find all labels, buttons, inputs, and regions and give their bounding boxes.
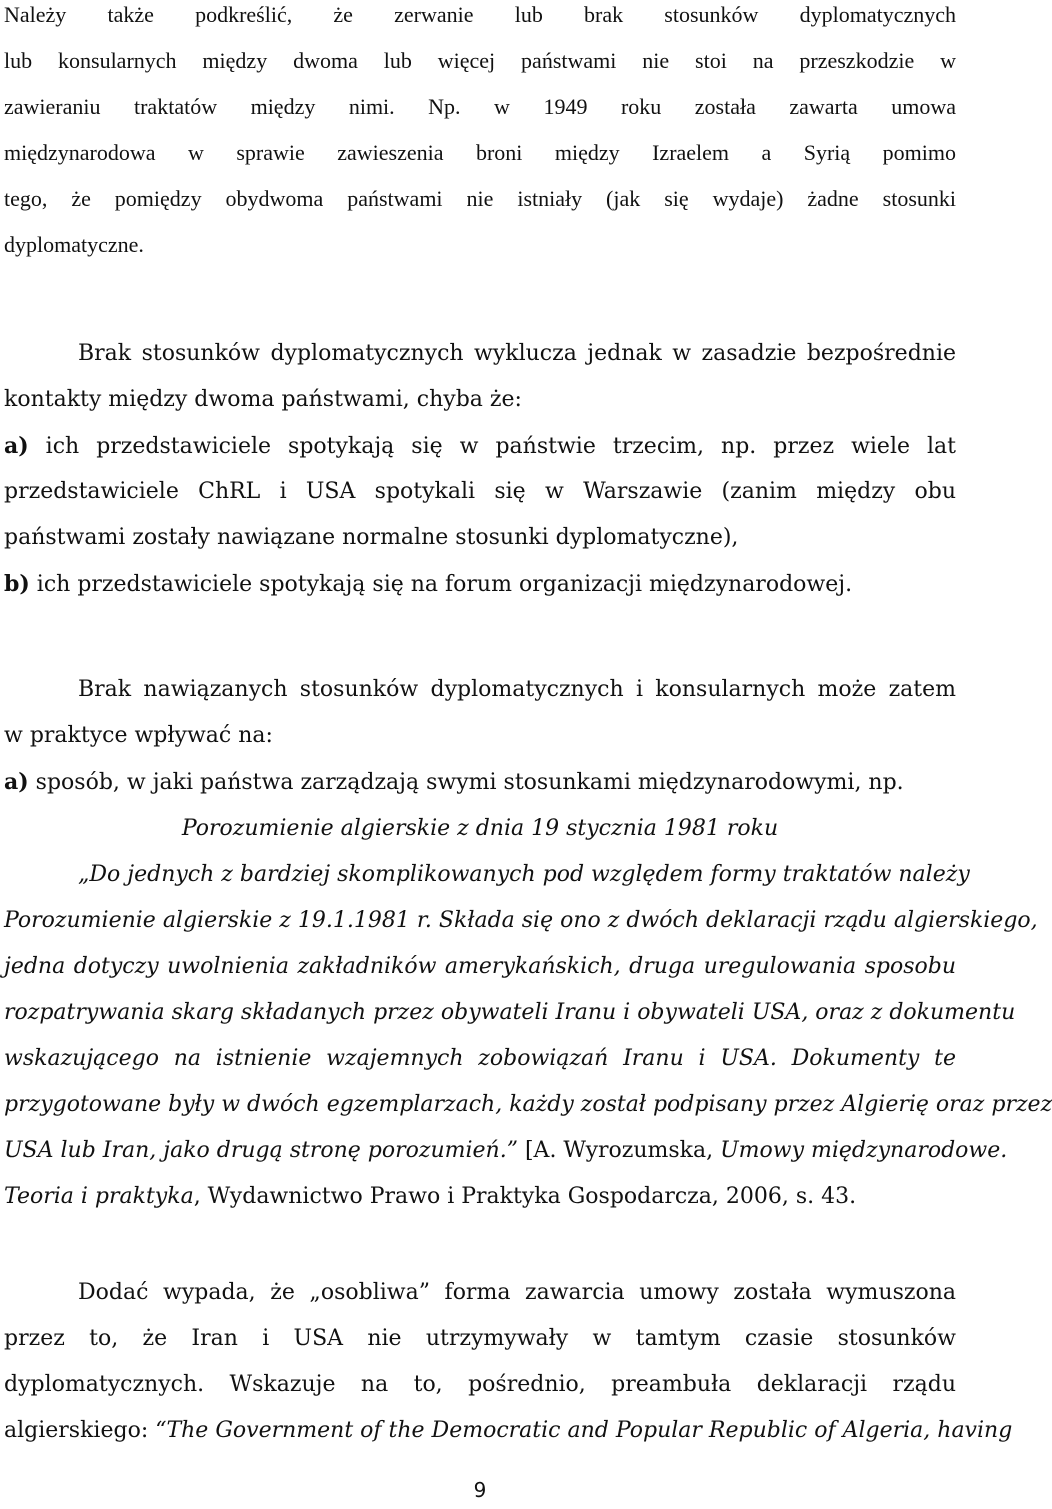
citation-text: [A. Wyrozumska, [517,1138,721,1163]
paragraph-2 [4,331,956,607]
list-marker: b) [4,571,30,597]
quote-line: Porozumienie algierskie z 19.1.1981 r. Składa się ono z dwóch deklaracji rządu algierskiego, [4,908,1038,933]
quote-segment: “The Government of the Democratic and Popular Republic of Algeria, having [155,1418,1013,1443]
list-item-text: ich przedstawiciele spotykają się na forum organizacji międzynarodowej. [36,572,853,597]
text-line: dyplomatycznych. Wskazuje na to, pośrednio, preambuła deklaracji rządu [4,1372,956,1397]
text-line: Brak nawiązanych stosunków dyplomatycznych i konsularnych może zatem [78,677,956,702]
quote-line: jedna dotyczy uwolnienia zakładników amerykańskich, druga uregulowania sposobu [4,954,956,979]
text-line: zawieraniu traktatów między nimi. Np. w 1949 roku została zawarta umowa [4,94,956,119]
text-line: lub konsularnych między dwoma lub więcej państwami nie stoi na przeszkodzie w [4,48,956,73]
text-line: Należy także podkreślić, że zerwanie lub brak stosunków dyplomatycznych [4,2,956,27]
paragraph-4 [4,1270,1013,1454]
text-segment: algierskiego: [4,1418,156,1443]
list-item-text: ich przedstawiciele spotykają się w państwie trzecim, np. przez wiele lat [45,434,956,459]
text-line: Dodać wypada, że „osobliwa” forma zawarcia umowy została wymuszona [78,1280,956,1305]
text-line: państwami zostały nawiązane normalne stosunki dyplomatyczne), [4,525,739,550]
citation-title: Umowy międzynarodowe. [720,1138,1008,1163]
text-line: tego, że pomiędzy obydwoma państwami nie istniały (jak się wydaje) żadne stosunki [4,186,956,211]
text-line: przedstawiciele ChRL i USA spotykali się w Warszawie (zanim między obu [4,479,956,504]
list-marker: a) [4,433,29,459]
text-line: dyplomatyczne. [4,232,144,257]
quote-line: „Do jednych z bardziej skomplikowanych pod względem formy traktatów należy [78,862,970,887]
text-line: międzynarodowa w sprawie zawieszenia broni między Izraelem a Syrią pomimo [4,140,956,165]
list-item-b [4,561,956,607]
page-number: 9 [473,1478,487,1502]
list-item-a [4,759,956,805]
citation-line [4,1128,1008,1174]
text-line: przez to, że Iran i USA nie utrzymywały w tamtym czasie stosunków [4,1326,956,1351]
text-line [4,1408,1013,1454]
list-marker: a) [4,769,29,795]
quote-line: przygotowane były w dwóch egzemplarzach, każdy został podpisany przez Algierię oraz przez [4,1092,1052,1117]
paragraph-3 [4,667,956,805]
quote-line: wskazującego na istnienie wzajemnych zobowiązań Iranu i USA. Dokumenty te [4,1046,956,1071]
quote-line-end: USA lub Iran, jako drugą stronę porozumień.” [4,1138,518,1163]
quote-heading: Porozumienie algierskie z dnia 19 stycznia 1981 roku [181,816,779,841]
citation-title: Teoria i praktyka [4,1184,194,1209]
list-item-text: sposób, w jaki państwa zarządzają swymi stosunkami międzynarodowymi, np. [35,770,904,795]
quote-block [4,806,1052,1220]
citation-text: , Wydawnictwo Prawo i Praktyka Gospodarcza, 2006, s. 43. [193,1184,857,1209]
text-line: Brak stosunków dyplomatycznych wyklucza jednak w zasadzie bezpośrednie [78,341,956,366]
text-line: kontakty między dwoma państwami, chyba że: [4,387,522,412]
quote-line: rozpatrywania skarg składanych przez obywateli Iranu i obywateli USA, oraz z dokumentu [4,1000,1016,1025]
paragraph-1 [4,0,956,268]
text-line: w praktyce wpływać na: [4,723,273,748]
citation-line [4,1174,956,1220]
list-item-a [4,423,956,469]
